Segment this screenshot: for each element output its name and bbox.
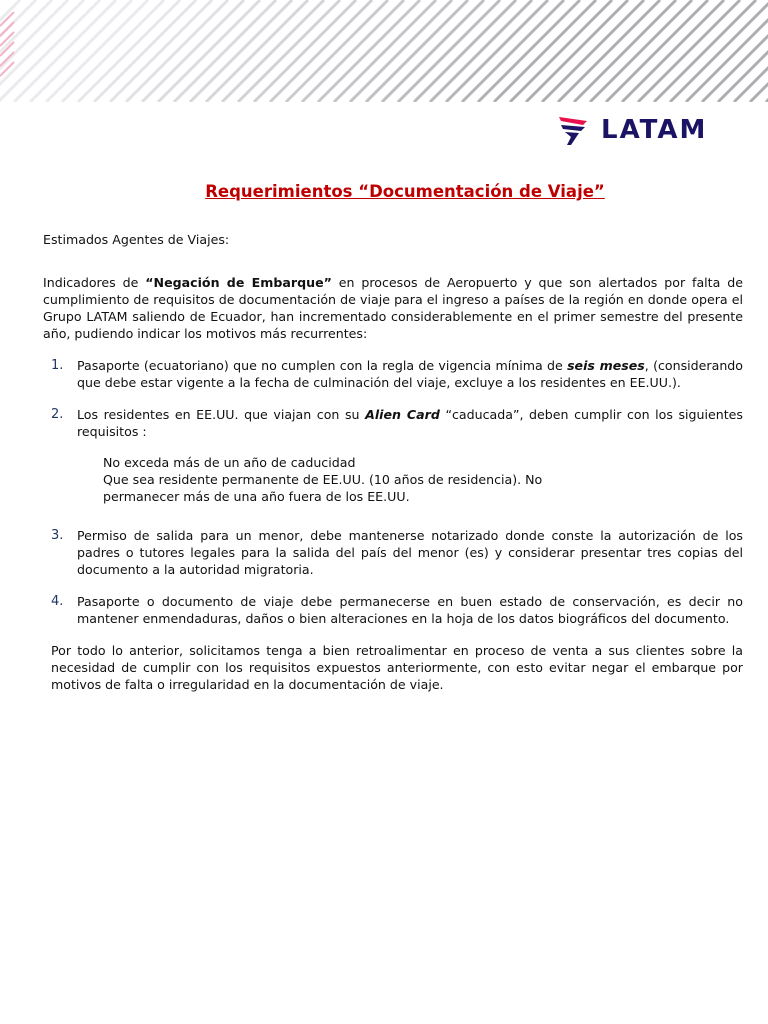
header-stripe <box>238 0 340 102</box>
header-stripe <box>14 0 116 102</box>
header-stripe <box>334 0 436 102</box>
header-stripe <box>478 0 580 102</box>
header-stripe <box>542 0 644 102</box>
header-stripe <box>222 0 324 102</box>
header-stripe <box>622 0 724 102</box>
header-stripe <box>46 0 148 102</box>
header-stripe <box>270 0 372 102</box>
item-text: Pasaporte (ecuatoriano) que no cumplen con la regla de vigencia mínima de <box>77 358 568 373</box>
item-emphasis: seis meses <box>567 358 645 373</box>
page-title: Requerimientos “Documentación de Viaje” <box>205 182 605 201</box>
header-stripe <box>206 0 308 102</box>
header-stripe <box>606 0 708 102</box>
list-number: 3. <box>51 528 64 543</box>
logo-wordmark: LATAM <box>601 115 708 145</box>
header-stripe <box>494 0 596 102</box>
header-stripe <box>366 0 468 102</box>
header-stripe <box>190 0 292 102</box>
header-stripe-pattern <box>0 0 768 102</box>
greeting: Estimados Agentes de Viajes: <box>43 232 230 247</box>
sublist-line: No exceda más de un año de caducidad <box>103 455 356 470</box>
list-item <box>51 593 743 627</box>
item-text-rest: “caducada”, deben cumplir con los siguientes requisitos : <box>77 407 743 439</box>
header-stripe <box>78 0 180 102</box>
list-item-text <box>77 406 743 440</box>
intro-text-rest: en procesos de Aeropuerto y que son alertados por falta de cumplimiento de requisitos de documentación de viaje para el ingreso a países de la región en donde opera el Grupo LATAM saliendo de Ecuador, han incrementado considerablemente en el primer semestre del presente año, pudiendo indicar los motivos más recurrentes: <box>43 275 743 341</box>
requirements-sublist <box>103 454 743 505</box>
header-stripe <box>558 0 660 102</box>
header-stripe <box>62 0 164 102</box>
item-text: Los residentes en EE.UU. que viajan con su <box>77 407 366 422</box>
list-item-text <box>77 357 743 391</box>
list-item-text: Permiso de salida para un menor, debe mantenerse notarizado donde conste la autorización de los padres o tutores legales para la salida del país del menor (es) y considerar presentar tres copias del documento a la autoridad migratoria. <box>77 528 743 577</box>
latam-wing-icon <box>557 113 591 147</box>
header-stripe <box>590 0 692 102</box>
header-stripe <box>398 0 500 102</box>
list-item <box>51 406 743 440</box>
header-stripe <box>526 0 628 102</box>
header-stripe <box>302 0 404 102</box>
latam-logo <box>557 112 762 148</box>
intro-paragraph <box>43 274 743 342</box>
list-item <box>51 527 743 578</box>
item-emphasis: Alien Card <box>365 407 440 422</box>
header-stripe <box>174 0 276 102</box>
header-stripe <box>382 0 484 102</box>
list-number: 1. <box>51 358 64 373</box>
sublist-line: permanecer más de una año fuera de los EE.UU. <box>103 489 410 504</box>
header-stripe <box>510 0 612 102</box>
header-stripe <box>654 0 756 102</box>
header-stripe <box>126 0 228 102</box>
header-stripe <box>350 0 452 102</box>
list-item <box>51 357 743 391</box>
header-stripe <box>574 0 676 102</box>
header-stripe <box>462 0 564 102</box>
intro-bold: “Negación de Embarque” <box>145 275 332 290</box>
header-stripe <box>110 0 212 102</box>
item-text-rest: , (considerando que debe estar vigente a la fecha de culminación del viaje, excluye a los residentes en EE.UU.). <box>77 358 743 390</box>
intro-text: Indicadores de <box>43 275 146 290</box>
closing-paragraph: Por todo lo anterior, solicitamos tenga a bien retroalimentar en proceso de venta a sus clientes sobre la necesidad de cumplir con los requisitos expuestos anteriormente, con esto evitar negar el embarque por motivos de falta o irregularidad en la documentación de viaje. <box>51 643 743 692</box>
sublist-line: Que sea residente permanente de EE.UU. (10 años de residencia). No <box>103 472 543 487</box>
list-number: 4. <box>51 594 64 609</box>
list-number: 2. <box>51 407 64 422</box>
header-stripe <box>318 0 420 102</box>
header-stripe <box>158 0 260 102</box>
header-stripe <box>430 0 532 102</box>
header-stripe <box>414 0 516 102</box>
list-item-text: Pasaporte o documento de viaje debe permanecerse en buen estado de conservación, es decir no mantener enmendaduras, daños o bien alteraciones en la hoja de los datos biográficos del documento. <box>77 594 743 626</box>
header-stripe <box>30 0 132 102</box>
header-stripe <box>94 0 196 102</box>
header-stripe <box>638 0 740 102</box>
header-stripe <box>142 0 244 102</box>
header-stripe <box>254 0 356 102</box>
header-stripe <box>446 0 548 102</box>
header-stripe <box>286 0 388 102</box>
document-body <box>43 231 743 693</box>
